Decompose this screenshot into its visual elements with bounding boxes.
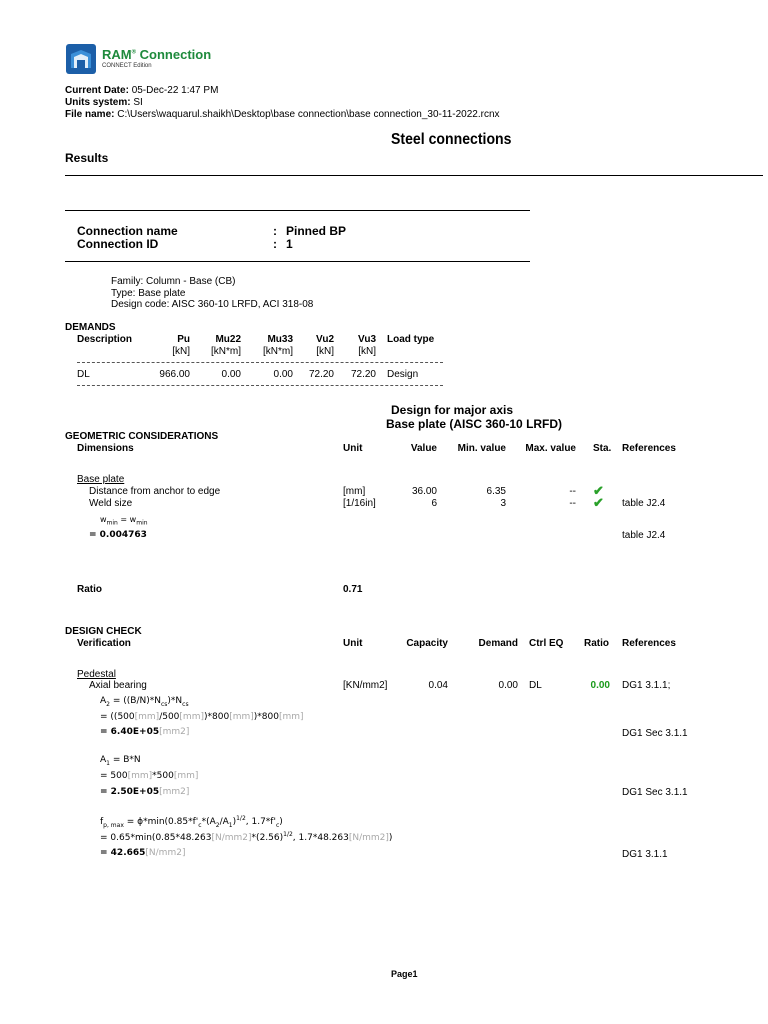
fp-substitution: = $0.65*\min(0.85*48.263[N/mm2]*(2.56)^{1/2}$, 1.7*48.263[N/mm2]) bbox=[100, 831, 393, 843]
row-unit: [KN/mm2] bbox=[343, 680, 388, 691]
demands-col-pu: Pu bbox=[177, 334, 190, 345]
col-unit: Unit bbox=[343, 443, 363, 454]
divider bbox=[65, 261, 530, 262]
row-min: 6.35 bbox=[486, 486, 506, 497]
demand-vu3: 72.20 bbox=[350, 369, 376, 380]
divider bbox=[77, 362, 443, 363]
row-max: -- bbox=[569, 486, 576, 497]
design-axis-title: Design for major axis bbox=[391, 403, 514, 417]
connection-id-label: Connection ID bbox=[77, 237, 159, 251]
col-references: References bbox=[622, 638, 676, 649]
col-ctrl-eq: Ctrl EQ bbox=[529, 638, 564, 649]
a1-substitution: = 500[mm]*500[mm] bbox=[100, 771, 199, 781]
type: Type: Base plate bbox=[111, 288, 186, 299]
unit-vu3: [kN] bbox=[358, 346, 376, 357]
row-min: 3 bbox=[500, 498, 506, 509]
col-capacity: Capacity bbox=[406, 638, 448, 649]
row-ratio: 0.00 bbox=[590, 680, 610, 691]
col-dimensions: Dimensions bbox=[77, 443, 134, 454]
a2-result: = 6.40E+05[mm2] bbox=[100, 727, 190, 737]
units-system: Units system: SI bbox=[65, 97, 143, 108]
check-icon: ✔ bbox=[593, 483, 604, 498]
page-number: Page1 bbox=[391, 969, 418, 979]
demand-pu: 966.00 bbox=[159, 369, 190, 380]
demands-col-vu2: Vu2 bbox=[316, 334, 334, 345]
row-reference: DG1 3.1.1; bbox=[622, 680, 671, 691]
current-date: Current Date: 05-Dec-22 1:47 PM bbox=[65, 85, 219, 96]
unit-vu2: [kN] bbox=[316, 346, 334, 357]
col-min: Min. value bbox=[457, 443, 506, 454]
demands-col-description: Description bbox=[77, 334, 133, 345]
a1-formula: $A_1 = B*N$ bbox=[100, 755, 141, 767]
weld-result: = 0.004763 bbox=[89, 530, 147, 540]
weld-formula: $w_{min} = w_{min}$ bbox=[100, 515, 148, 527]
logo-icon bbox=[66, 44, 96, 74]
divider bbox=[65, 210, 530, 211]
row-demand: 0.00 bbox=[498, 680, 518, 691]
a1-result: = 2.50E+05[mm2] bbox=[100, 787, 190, 797]
demands-col-load-type: Load type bbox=[387, 334, 435, 345]
col-verification: Verification bbox=[77, 638, 131, 649]
group-base-plate: Base plate bbox=[77, 474, 125, 485]
colon: : bbox=[273, 237, 277, 251]
demand-vu2: 72.20 bbox=[308, 369, 334, 380]
a2-reference: DG1 Sec 3.1.1 bbox=[622, 728, 688, 739]
ratio-value: 0.71 bbox=[343, 584, 363, 595]
a2-substitution: = ((500[mm]/500[mm])*800[mm])*800[mm] bbox=[100, 712, 304, 722]
ratio-label: Ratio bbox=[77, 584, 102, 595]
divider bbox=[77, 385, 443, 386]
demands-col-mu22: Mu22 bbox=[215, 334, 241, 345]
app-logo bbox=[66, 44, 96, 74]
demand-description: DL bbox=[77, 369, 90, 380]
unit-mu22: [kN*m] bbox=[211, 346, 241, 357]
colon: : bbox=[273, 224, 277, 238]
row-max: -- bbox=[569, 498, 576, 509]
connection-id-value: 1 bbox=[286, 237, 293, 251]
demands-heading: DEMANDS bbox=[65, 322, 116, 333]
unit-mu33: [kN*m] bbox=[263, 346, 293, 357]
col-sta: Sta. bbox=[593, 443, 612, 454]
design-check-heading: DESIGN CHECK bbox=[65, 626, 142, 637]
divider bbox=[65, 175, 763, 176]
row-value: 6 bbox=[431, 498, 437, 509]
row-reference: table J2.4 bbox=[622, 498, 666, 509]
check-icon: ✔ bbox=[593, 495, 604, 510]
design-plate-title: Base plate (AISC 360-10 LRFD) bbox=[386, 417, 563, 431]
row-label: Distance from anchor to edge bbox=[89, 486, 221, 497]
col-unit: Unit bbox=[343, 638, 363, 649]
demands-col-vu3: Vu3 bbox=[358, 334, 376, 345]
logo-brand: RAM® Connection bbox=[102, 47, 212, 62]
col-value: Value bbox=[410, 443, 437, 454]
row-unit: [1/16in] bbox=[343, 498, 376, 509]
demand-mu33: 0.00 bbox=[273, 369, 293, 380]
demand-mu22: 0.00 bbox=[221, 369, 241, 380]
geometric-heading: GEOMETRIC CONSIDERATIONS bbox=[65, 431, 219, 442]
connection-name-value: Pinned BP bbox=[286, 224, 347, 238]
fp-reference: DG1 3.1.1 bbox=[622, 849, 668, 860]
demand-load-type: Design bbox=[387, 369, 419, 380]
family: Family: Column - Base (CB) bbox=[111, 276, 236, 287]
row-value: 36.00 bbox=[411, 486, 437, 497]
unit-pu: [kN] bbox=[172, 346, 190, 357]
a1-reference: DG1 Sec 3.1.1 bbox=[622, 787, 688, 798]
row-label: Axial bearing bbox=[89, 680, 147, 691]
fp-result: = 42.665[N/mm2] bbox=[100, 848, 186, 858]
col-demand: Demand bbox=[478, 638, 518, 649]
results-label: Results bbox=[65, 151, 109, 165]
logo-edition: CONNECT Edition bbox=[102, 63, 152, 69]
demands-col-mu33: Mu33 bbox=[267, 334, 293, 345]
file-name: File name: C:\Users\waquarul.shaikh\Desktop\base connection\base connection_30-11-2022.rcnx bbox=[65, 109, 500, 120]
connection-name-label: Connection name bbox=[77, 224, 178, 238]
fp-formula: $f_{p, max} = \phi*\min(0.85*f'_c*(A_2/A_1)^{1/2}$, $1.7*f'_c$) bbox=[100, 815, 283, 829]
row-ctrl-eq: DL bbox=[529, 680, 542, 691]
row-capacity: 0.04 bbox=[428, 680, 448, 691]
design-code: Design code: AISC 360-10 LRFD, ACI 318-08 bbox=[111, 299, 314, 310]
row-unit: [mm] bbox=[343, 486, 366, 497]
a2-formula: $A_2 = ((B/N)*N_{cs})*N_{cs}$ bbox=[100, 696, 189, 708]
page-title: Steel connections bbox=[391, 131, 512, 148]
col-max: Max. value bbox=[525, 443, 576, 454]
row-label: Weld size bbox=[89, 498, 133, 509]
col-references: References bbox=[622, 443, 676, 454]
col-ratio: Ratio bbox=[584, 638, 609, 649]
weld-reference: table J2.4 bbox=[622, 530, 666, 541]
group-pedestal: Pedestal bbox=[77, 669, 116, 680]
